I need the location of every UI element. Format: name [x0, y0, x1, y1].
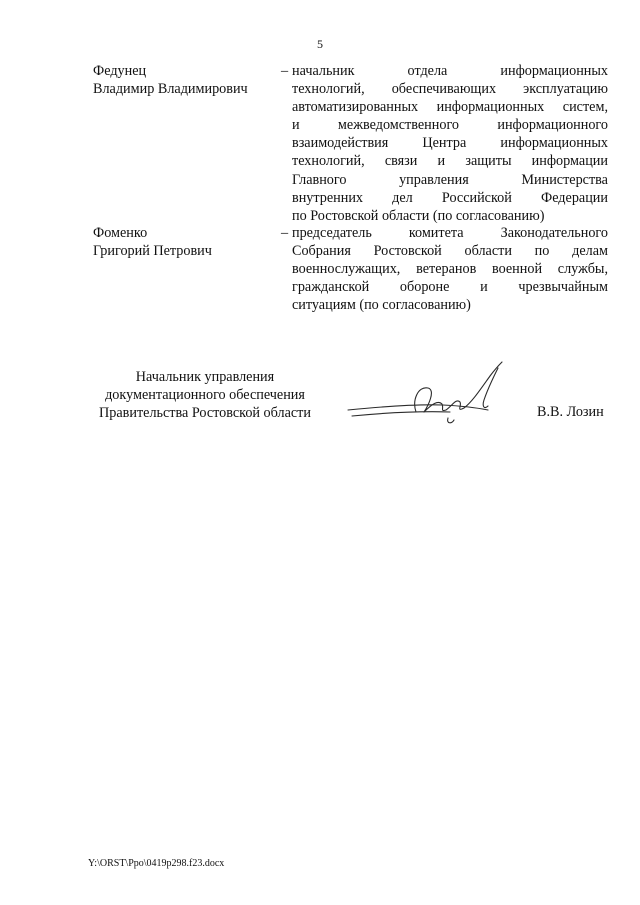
position-line: автоматизированных информационных систем, — [292, 99, 608, 116]
member-surname: Фоменко — [93, 225, 148, 241]
position-line: начальник отдела информационных — [292, 63, 608, 79]
position-line: ситуациям (по согласованию) — [292, 297, 471, 314]
position-line: внутренних дел Российской Федерации — [292, 189, 608, 206]
position-line: Главного управления Министерства — [292, 171, 608, 188]
position-line: технологий, связи и защиты информации — [292, 153, 608, 170]
signatory-position-line: документационного обеспечения — [105, 387, 305, 404]
page-number: 5 — [317, 37, 323, 51]
handwritten-signature — [338, 360, 508, 432]
signatory-position-line: Правительства Ростовской области — [99, 405, 311, 422]
position-line: технологий, обеспечивающих эксплуатацию — [292, 81, 608, 98]
member-position — [292, 224, 608, 314]
signatory-position-line: Начальник управления — [135, 369, 275, 385]
dash-separator: – — [281, 225, 289, 241]
position-line: Собрания Ростовской области по делам — [292, 243, 608, 260]
member-given-names: Владимир Владимирович — [93, 81, 248, 98]
signer-name: В.В. Лозин — [537, 404, 604, 420]
signatory-position — [80, 368, 330, 422]
position-line: председатель комитета Законодательного — [292, 225, 608, 241]
position-line: взаимодействия Центра информационных — [292, 135, 608, 152]
member-position — [292, 62, 608, 225]
position-line: гражданской обороне и чрезвычайным — [292, 279, 608, 296]
position-line: по Ростовской области (по согласованию) — [292, 207, 545, 224]
dash-separator: – — [281, 63, 289, 79]
document-file-path: Y:\ORST\Ppo\0419p298.f23.docx — [88, 858, 225, 869]
member-surname: Федунец — [93, 63, 147, 79]
member-given-names: Григорий Петрович — [93, 243, 212, 260]
position-line: военнослужащих, ветеранов военной службы, — [292, 261, 608, 278]
member-name — [93, 224, 278, 260]
member-name — [93, 62, 278, 98]
position-line: и межведомственного информационного — [292, 117, 608, 134]
